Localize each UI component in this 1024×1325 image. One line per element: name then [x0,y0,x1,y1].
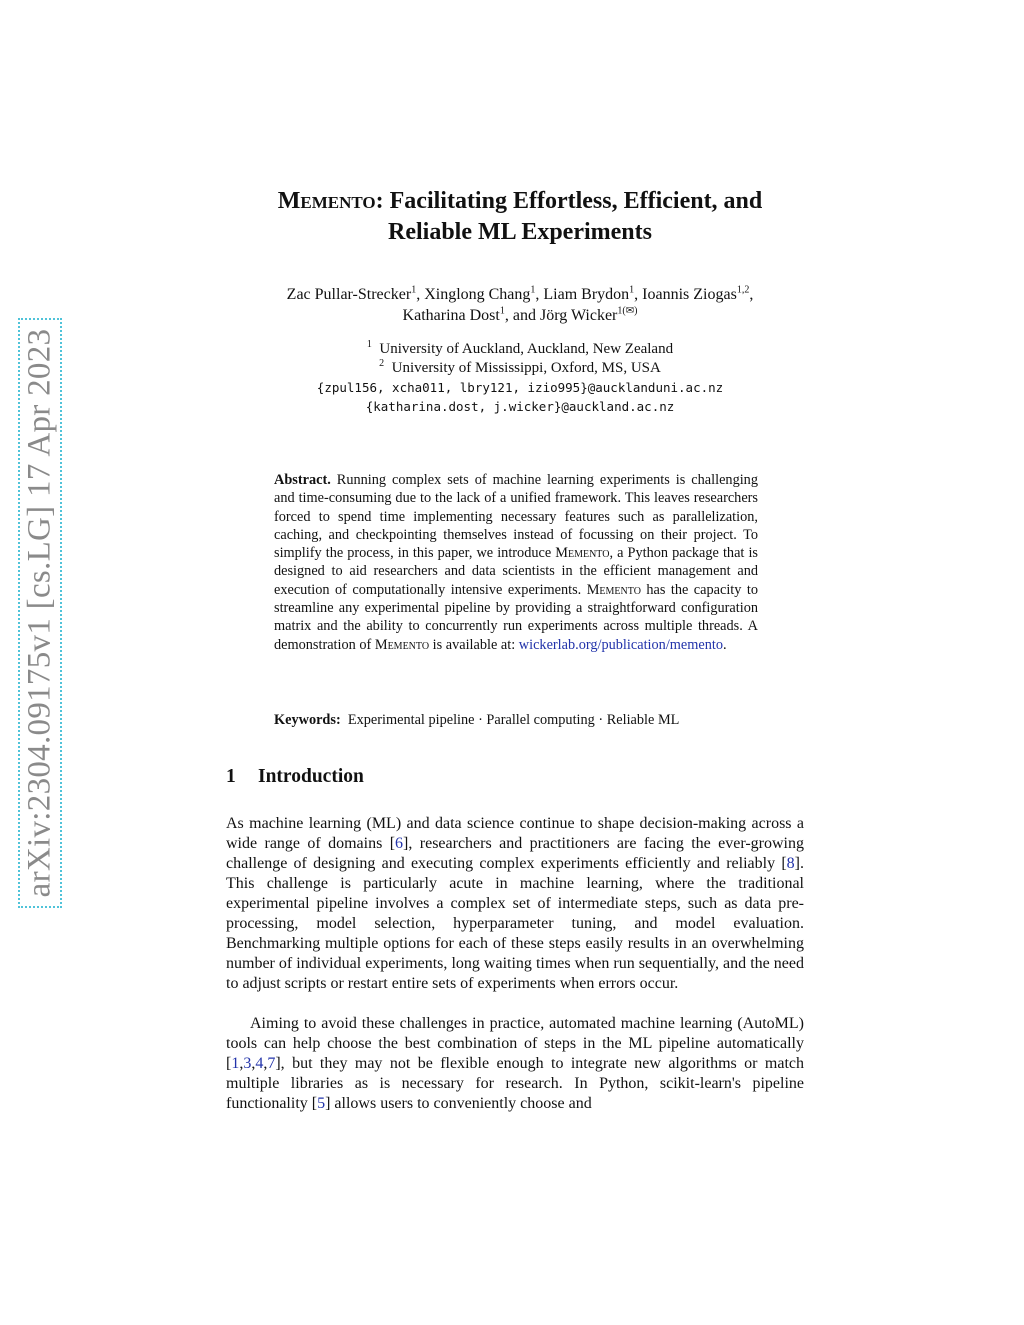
title-line2: Reliable ML Experiments [388,219,652,245]
citation-separator: , [239,1055,244,1072]
keywords-text: Experimental pipeline · Parallel computing · Reliable ML [347,712,680,728]
email-line-2: {katharina.dost, j.wicker}@auckland.ac.nz [365,399,675,414]
author-affiliation-mark: 1 [499,305,505,317]
citation-separator: , [263,1055,268,1072]
author-affiliation-mark: 1 [530,284,536,296]
keywords-label: Keywords: [274,712,341,728]
paragraph-text: As machine learning (ML) and data science continue to shape decision-making across a wide range of domains [ [226,815,804,852]
system-name: Memento [586,581,641,598]
abstract-text: Running complex sets of machine learning experiments is challenging and time-consuming due to the lack of a unified framework. This leaves researchers forced to spend time implementing necessary features such as parallelization, caching, and checkpointing themselves instead of focussing on their project. To simplify the process, in this paper, we introduce [274,472,758,562]
body-paragraph [226,814,804,994]
author-name: Zac Pullar-Strecker [286,286,412,303]
author-affiliation-mark: 1,2 [736,284,750,296]
abstract [274,471,758,654]
author-name: Xinglong Chang [424,286,531,303]
keywords [274,711,774,729]
section-heading [226,766,364,788]
affiliation-2 [180,359,860,378]
citation-link[interactable]: 6 [395,835,404,852]
author-affiliation-mark: 1 [629,284,635,296]
abstract-text: , a Python package that is designed to aid researchers and data scientists in the efficient management and execution of computationally intensive experiments. [274,545,758,598]
citation-link[interactable]: 7 [267,1055,276,1072]
affiliation-number: 1 [366,339,372,350]
paragraph-text: Aiming to avoid these challenges in practice, automated machine learning (AutoML) tools can help choose the best combination of steps in the ML pipeline automatically [ [226,1015,804,1072]
affiliation-number: 2 [379,358,385,369]
abstract-text: is available at: [429,636,519,653]
citation-link[interactable]: 1 [231,1055,240,1072]
email-line-1: {zpul156, xcha011, lbry121, izio995}@aucklanduni.ac.nz [316,380,724,395]
body-paragraph [226,1014,804,1114]
abstract-text: . [723,636,727,653]
abstract-label: Abstract. [274,472,331,488]
citation-separator: , [251,1055,256,1072]
title-line1-rest: : Facilitating Effortless, Efficient, and [375,188,763,214]
abstract-text: has the capacity to streamline any experimental pipeline by providing a straightforward configuration matrix and the ability to concurrently run experiments across multiple threads. A demonstration of [274,581,758,653]
affiliation-text: University of Auckland, Auckland, New Zealand [379,341,674,357]
citation-link[interactable]: 5 [317,1095,326,1112]
citation-link[interactable]: 8 [786,855,795,872]
author-affiliation-mark: 1(✉) [617,305,638,317]
citation-link[interactable]: 4 [255,1055,264,1072]
arxiv-side-stamp [18,318,62,908]
affiliation-text: University of Mississippi, Oxford, MS, USA [391,360,661,376]
author-name: Katharina Dost [402,307,500,324]
citation-link[interactable]: 3 [243,1055,252,1072]
arxiv-identifier: arXiv:2304.09175v1 [cs.LG] 17 Apr 2023 [21,328,58,898]
paragraph-text: ], but they may not be flexible enough to integrate new algorithms or match multiple libraries as is necessary for research. In Python, scikit-learn's pipeline functionality [ [226,1055,804,1112]
system-name: Memento [374,636,430,653]
section-title: Introduction [258,766,364,787]
paragraph-text: ]. This challenge is particularly acute in machine learning, where the traditional experimental pipeline involves a complex set of intermediate steps, such as data pre-processing, model selection, hyperparameter tuning, and model evaluation. Benchmarking multiple options for each of these steps easily results in an overwhelming number of individual experiments, long waiting times when run sequentially, and the need to adjust scripts or restart entire sets of experiments when errors occur. [226,855,804,992]
paper-title [180,186,860,248]
author-name: Ioannis Ziogas [642,286,737,303]
paragraph-text: ] allows users to conveniently choose and [325,1095,592,1112]
system-name: Memento [555,545,610,562]
affiliations [180,340,860,416]
author-affiliation-mark: 1 [411,284,417,296]
demo-link[interactable]: wickerlab.org/publication/memento [518,636,723,653]
affiliation-1 [180,340,860,359]
author-name: Liam Brydon [543,286,630,303]
section-number: 1 [226,766,236,787]
paragraph-text: ], researchers and practitioners are facing the ever-growing challenge of designing and executing complex experiments efficiently and reliably [ [226,835,804,872]
title-system-name: Memento [277,188,376,214]
author-list: Zac Pullar-Strecker$^1$, Xinglong Chang$^1$, Liam Brydon$^1$, Ioannis Ziogas$^{1,2}$, Katharina Dost$^1$, and Jörg Wicker$^{1(✉)}$ [286,284,754,324]
author-name: Jörg Wicker [539,307,618,324]
